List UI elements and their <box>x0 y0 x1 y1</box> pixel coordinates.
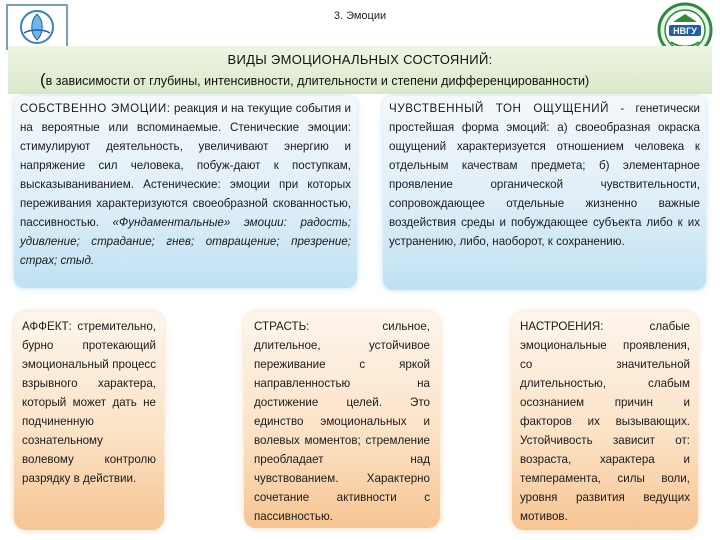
emotions-term: СОБСТВЕННО ЭМОЦИИ: <box>20 102 171 115</box>
slide-section-title: 3. Эмоции <box>333 10 387 22</box>
affect-text: АФФЕКТ: стремительно, бурно протекающий эмоциональный процесс взрывного характера, который может дать не подчиненную сознательному волевому контролю разрядку в действии. <box>22 320 156 485</box>
passion-text: СТРАСТЬ: сильное, длительное, устойчивое переживание с яркой направленностью на достижение целей. Это единство эмоциональных и волевых моментов; стремление преобладает над чувствованием. Характерно сочетание активности с пассивностью. <box>254 320 430 523</box>
subheading-text: в зависимости от глубины, интенсивности, длительности и степени дифференцированности <box>45 74 585 88</box>
emotions-box <box>14 96 357 288</box>
mood-box <box>512 312 698 530</box>
feeling-tone-text: - генетически простейшая форма эмоций: а) своеобразная окраска ощущений характеризуется отношением человека к отдельным качествам предмета; б) элементарное проявление органической чувствительности, сопровождающее отдельные жизненно важные воздействия среды и побуждающее субъекта либо к их устранению, либо, наоборот, к сохранению. <box>389 102 700 248</box>
subheading-open-paren: ( <box>40 70 46 89</box>
mood-text: НАСТРОЕНИЯ: слабые эмоциональные проявления, со значительной длительностью, слабым осознанием причин и факторов их вызывающих. Устойчивость зависит от: возраста, характера и темперамента, силы воли, уровня развития ведущих мотивов. <box>520 320 690 523</box>
emotions-text: реакция и на текущие события и на вероятные или вспоминаемые. Стенические эмоции: стимулируют деятельность, увеличивают энергию и напряжение сил человека, побуж-дают к поступкам, высказываниванием. Астенические: эмоции при которых переживания характеризуются своеобразной скованностью, пассивностью. <box>20 102 351 229</box>
affect-box <box>14 312 164 530</box>
page-subheading <box>40 70 700 90</box>
passion-box <box>244 312 440 528</box>
subheading-close-paren: ) <box>585 74 590 88</box>
feeling-tone-box <box>383 96 706 290</box>
emotions-examples: «Фундаментальные» эмоции: радость; удивление; страдание; гнев; отвращение; презрение; страх; стыд. <box>20 216 352 267</box>
page-heading: ВИДЫ ЭМОЦИОНАЛЬНЫХ СОСТОЯНИЙ: <box>227 52 493 67</box>
feeling-tone-term: ЧУВСТВЕННЫЙ ТОН ОЩУЩЕНИЙ <box>389 102 610 115</box>
seal-text: НВГУ <box>673 26 697 36</box>
